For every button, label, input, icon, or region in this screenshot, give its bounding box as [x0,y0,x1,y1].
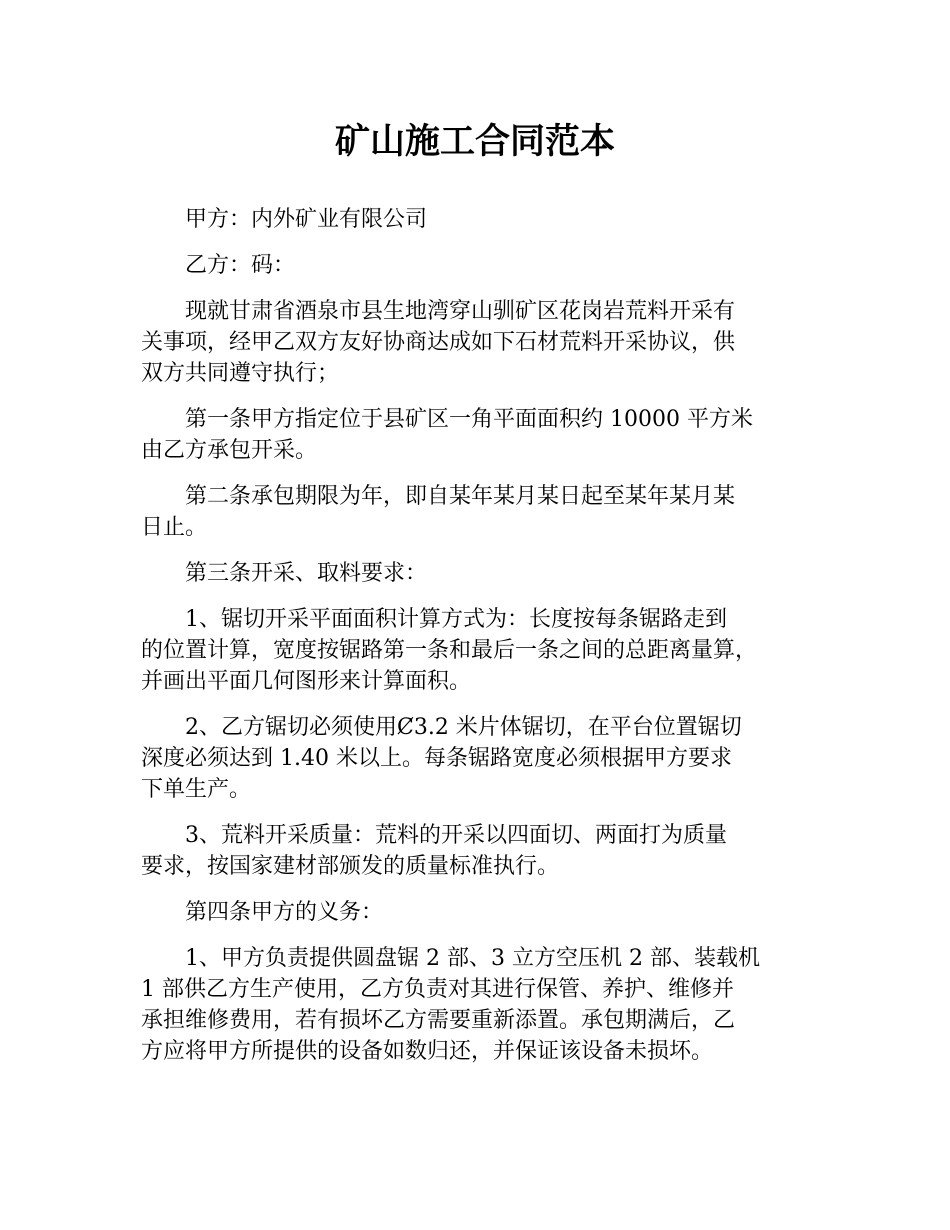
article-4-heading: 第四条甲方的义务： [185,900,384,925]
article-2-paragraph: 第二条承包期限为年，即自某年某月某日起至某年某月某 日止。 [141,484,736,540]
preamble-paragraph: 现就甘肃省酒泉市县生地湾穿山驯矿区花岗岩荒料开采有 关事项，经甲乙双方友好协商达成如下石材荒料开采协议，供 双方共同遵守执行； [141,299,736,386]
article-3-item-3: 3、荒料开采质量：荒料的开采以四面切、两面打为质量 要求，按国家建材部颁发的质量标准执行。 [141,823,727,879]
document-body [141,204,831,1082]
article-1-paragraph: 第一条甲方指定位于县矿区一角平面面积约 10000 平方米 由乙方承包开采。 [141,407,753,463]
article-3-item-2: 2、乙方锯切必须使用Ȼ3.2 米片体锯切，在平台位置锯切 深度必须达到 1.40 米以上。每条锯路宽度必须根据甲方要求 下单生产。 [141,715,742,802]
article-3-item-1: 1、锯切开采平面面积计算方式为：长度按每条锯路走到 的位置计算，宽度按锯路第一条和最后一条之间的总距离量算， 并画出平面几何图形来计算面积。 [141,607,758,694]
document-title: 矿山施工合同范本 [334,122,615,162]
party-b-line: 乙方：码： [185,253,296,278]
party-a-line: 甲方：内外矿业有限公司 [185,207,428,232]
article-3-heading: 第三条开采、取料要求： [185,561,428,586]
article-4-item-1: 1、甲方负责提供圆盘锯 2 部、3 立方空压机 2 部、装载机 1 部供乙方生产使用，乙方负责对其进行保管、养护、维修并 承担维修费用，若有损坏乙方需要重新添置。承包期满后，乙 方应将甲方所提供的设备如数归还，并保证该设备未损坏。 [141,946,760,1064]
